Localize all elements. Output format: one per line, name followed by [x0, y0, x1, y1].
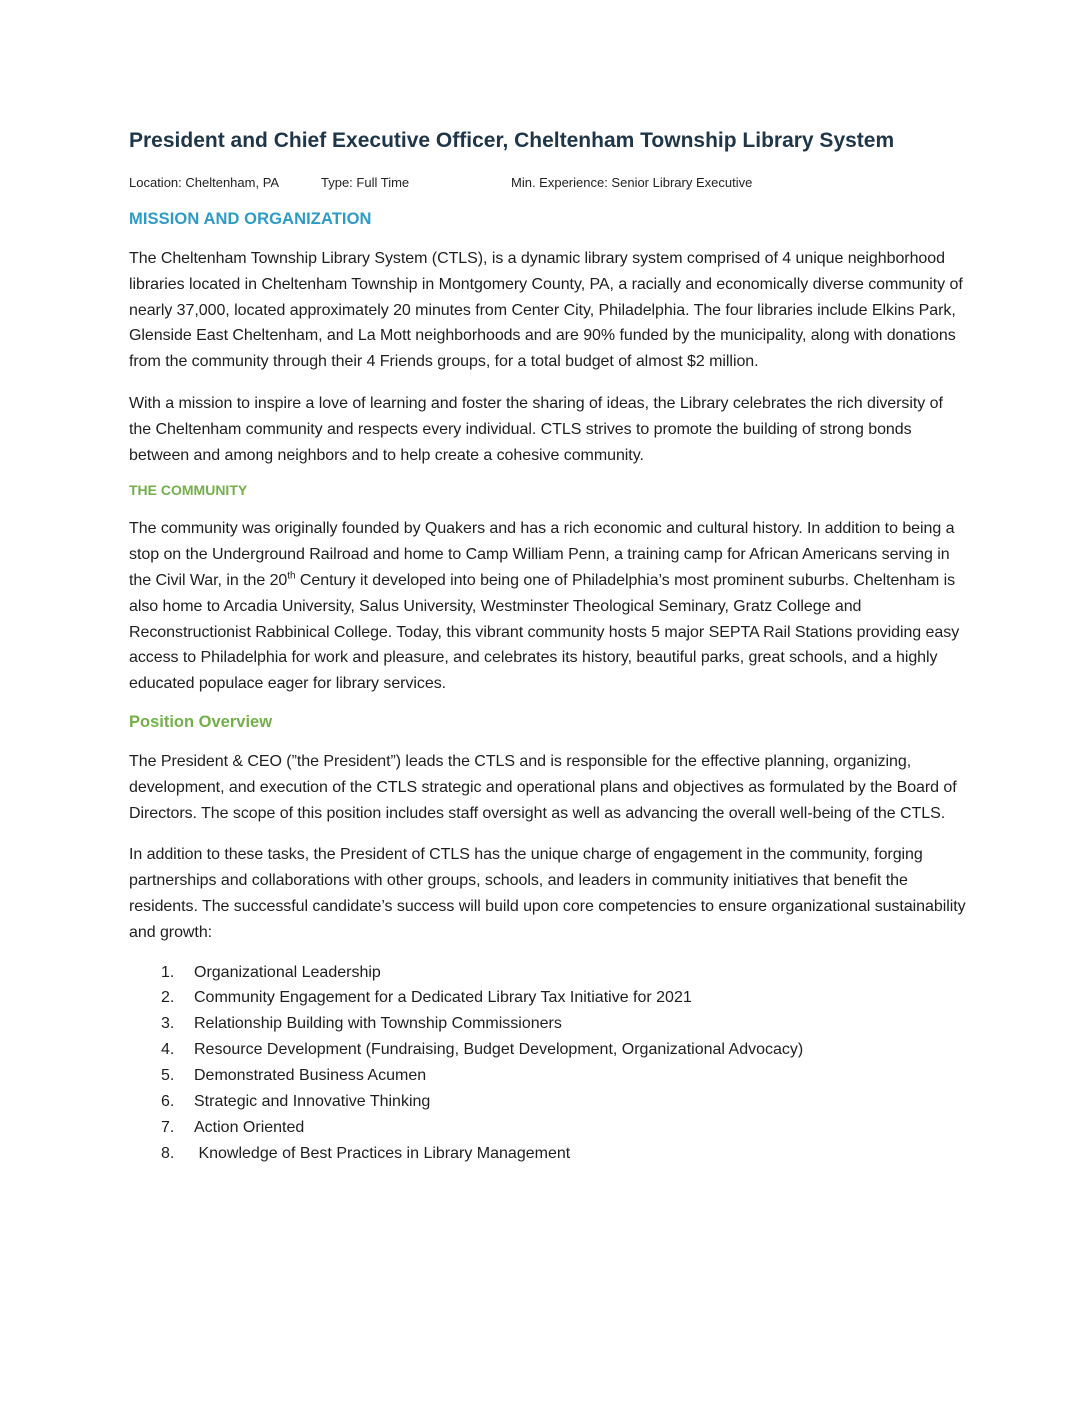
document-content: [129, 127, 969, 1167]
list-item: [129, 1115, 969, 1141]
overview-paragraph-2: In addition to these tasks, the President of CTLS has the unique charge of engagement in the community, forging partnerships and collaborations with other groups, schools, and leaders in community initiatives that benefit the residents. The successful candidate’s success will build upon core competencies to ensure organizational sustainability and growth:: [129, 846, 966, 941]
list-item: [129, 960, 969, 986]
mission-heading: MISSION AND ORGANIZATION: [129, 210, 372, 228]
competencies-list: [129, 960, 969, 1167]
list-text: Relationship Building with Township Commissioners: [194, 1015, 562, 1033]
list-text: Knowledge of Best Practices in Library Management: [194, 1144, 571, 1162]
list-number: 3.: [161, 1015, 175, 1033]
overview-paragraph-1: The President & CEO (”the President”) leads the CTLS and is responsible for the effective planning, organizing, development, and execution of the CTLS strategic and operational plans and objectives as formulated by the Board of Directors. The scope of this position includes staff oversight as well as advancing the overall well-being of the CTLS.: [129, 752, 957, 822]
list-number: 7.: [161, 1118, 175, 1136]
position-overview-heading: Position Overview: [129, 712, 273, 731]
list-text: Action Oriented: [194, 1118, 305, 1136]
community-text-start: The community was originally founded by Quakers and has a rich economic and cultural history. In addition to being a stop on the Underground Railroad and home to Camp William Penn, a training camp for African Americans serving in the Civil War, in the 20: [129, 520, 955, 589]
list-number: 5.: [161, 1067, 175, 1085]
community-text-end: Century it developed into being one of Philadelphia’s most prominent suburbs. Cheltenham is also home to Arcadia University, Salus University, Westminster Theological Seminary, Gratz College and Reconstructionist Rabbinical College. Today, this vibrant community hosts 5 major SEPTA Rail Stations providing easy access to Philadelphia for work and pleasure, and celebrates its history, beautiful parks, great schools, and a highly educated populace eager for library services.: [129, 571, 960, 693]
job-type: Type: Full Time: [321, 175, 410, 190]
list-number: 4.: [161, 1041, 175, 1059]
list-text: Demonstrated Business Acumen: [194, 1067, 427, 1085]
list-item: [129, 1011, 969, 1037]
list-item: [129, 1089, 969, 1115]
list-item: [129, 1141, 969, 1167]
mission-paragraph-2: With a mission to inspire a love of learning and foster the sharing of ideas, the Library celebrates the rich diversity of the Cheltenham community and respects every individual. CTLS strives to promote the building of strong bonds between and among neighbors and to help create a cohesive community.: [129, 394, 943, 464]
community-heading: THE COMMUNITY: [129, 482, 248, 499]
page-title: President and Chief Executive Officer, Cheltenham Township Library System: [129, 129, 895, 152]
job-meta-line: [129, 174, 969, 192]
list-item: [129, 1037, 969, 1063]
list-text: Organizational Leadership: [194, 963, 381, 981]
job-experience: Min. Experience: Senior Library Executive: [511, 175, 753, 190]
list-number: 2.: [161, 989, 175, 1007]
job-location: Location: Cheltenham, PA: [129, 175, 280, 190]
list-text: Resource Development (Fundraising, Budget Development, Organizational Advocacy): [194, 1041, 804, 1059]
list-number: 6.: [161, 1093, 175, 1111]
list-item: [129, 985, 969, 1011]
list-text: Strategic and Innovative Thinking: [194, 1093, 431, 1111]
mission-paragraph-1: The Cheltenham Township Library System (CTLS), is a dynamic library system comprised of 4 unique neighborhood libraries located in Cheltenham Township in Montgomery County, PA, a racially and economically diverse community of nearly 37,000, located approximately 20 minutes from Center City, Philadelphia. The four libraries include Elkins Park, Glenside East Cheltenham, and La Mott neighborhoods and are 90% funded by the municipality, along with donations from the community through their 4 Friends groups, for a total budget of almost $2 million.: [129, 250, 963, 371]
list-number: 8.: [161, 1144, 175, 1162]
ordinal-suffix: th: [287, 570, 296, 582]
list-text: Community Engagement for a Dedicated Library Tax Initiative for 2021: [194, 989, 692, 1007]
community-paragraph: [129, 516, 969, 697]
list-number: 1.: [161, 963, 175, 981]
list-item: [129, 1063, 969, 1089]
